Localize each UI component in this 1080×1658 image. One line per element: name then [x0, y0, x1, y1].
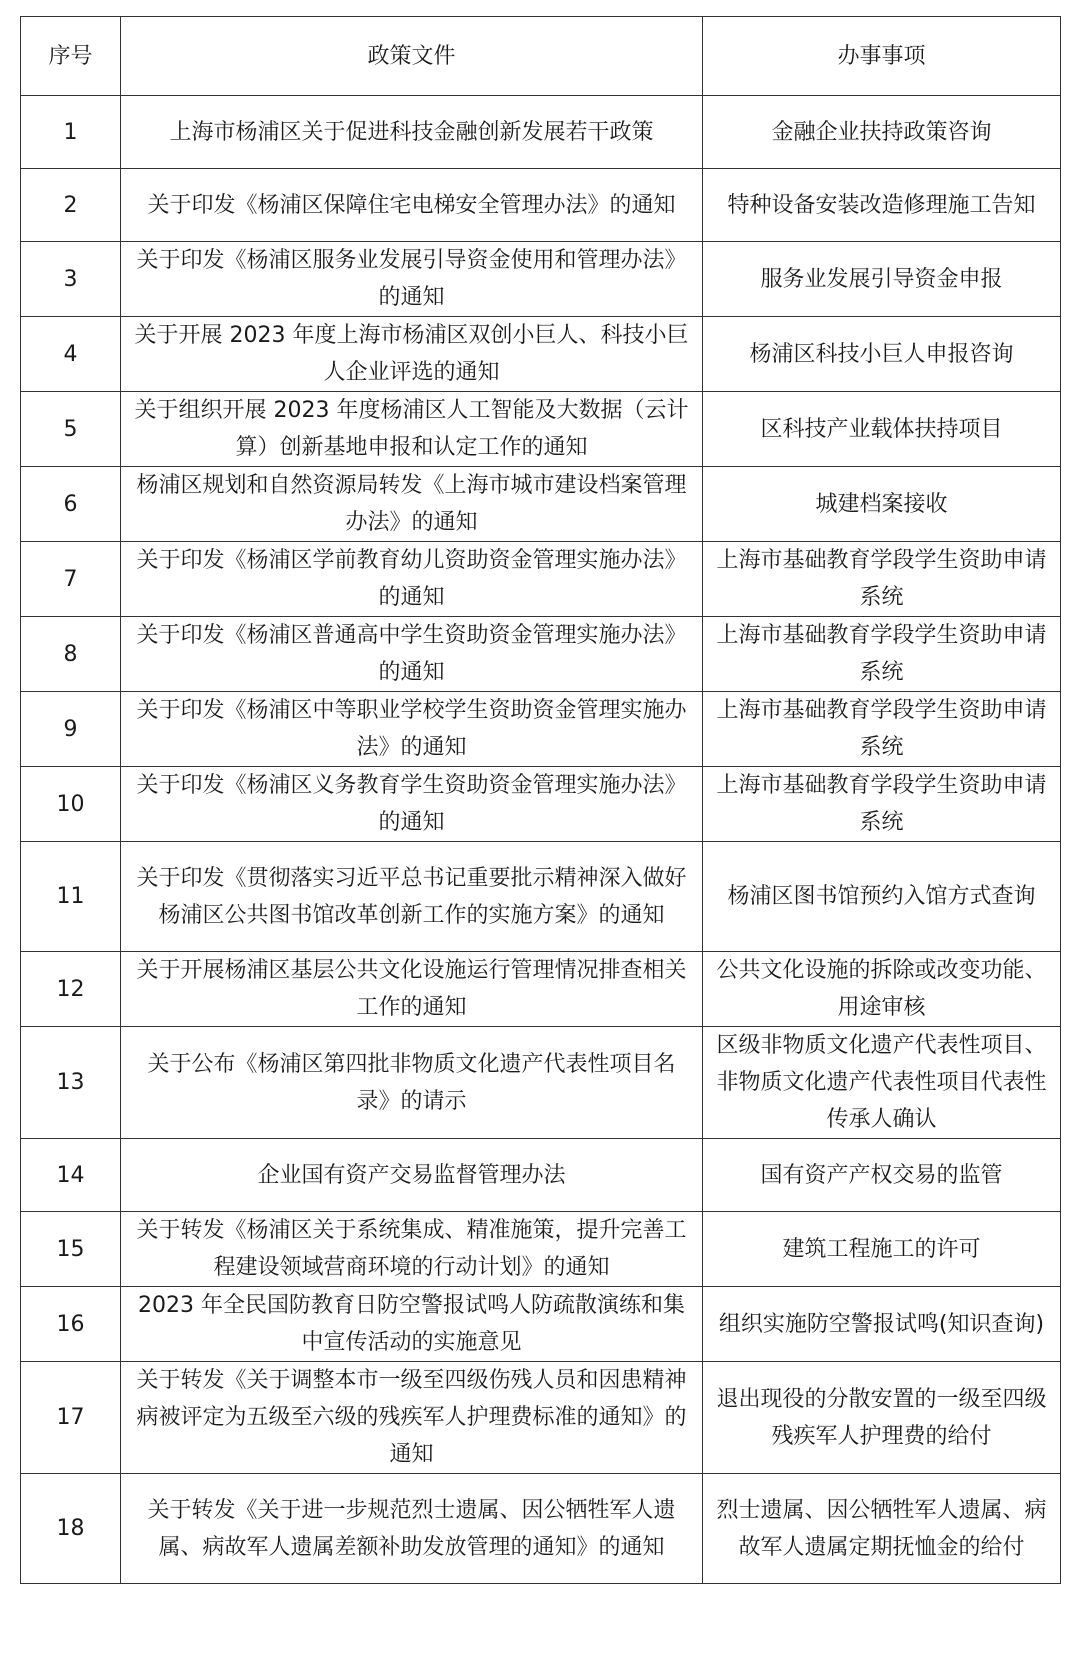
row-service-item: 组织实施防空警报试鸣(知识查询) [703, 1287, 1061, 1362]
row-service-item: 上海市基础教育学段学生资助申请系统 [703, 617, 1061, 692]
row-policy-document: 关于印发《贯彻落实习近平总书记重要批示精神深入做好杨浦区公共图书馆改革创新工作的实施方案》的通知 [121, 842, 703, 952]
row-number: 18 [21, 1474, 121, 1584]
table-row [21, 542, 1061, 617]
table-row [21, 467, 1061, 542]
table-row [21, 617, 1061, 692]
row-number: 13 [21, 1027, 121, 1139]
table-row [21, 317, 1061, 392]
row-service-item: 公共文化设施的拆除或改变功能、用途审核 [703, 952, 1061, 1027]
row-number: 7 [21, 542, 121, 617]
row-number: 3 [21, 242, 121, 317]
row-policy-document: 2023 年全民国防教育日防空警报试鸣人防疏散演练和集中宣传活动的实施意见 [121, 1287, 703, 1362]
row-number: 12 [21, 952, 121, 1027]
table-row [21, 1212, 1061, 1287]
row-number: 16 [21, 1287, 121, 1362]
row-number: 9 [21, 692, 121, 767]
row-service-item: 城建档案接收 [703, 467, 1061, 542]
row-service-item: 特种设备安装改造修理施工告知 [703, 169, 1061, 242]
row-policy-document: 杨浦区规划和自然资源局转发《上海市城市建设档案管理办法》的通知 [121, 467, 703, 542]
row-policy-document: 关于转发《关于调整本市一级至四级伤残人员和因患精神病被评定为五级至六级的残疾军人护理费标准的通知》的通知 [121, 1362, 703, 1474]
row-policy-document: 企业国有资产交易监督管理办法 [121, 1139, 703, 1212]
row-number: 2 [21, 169, 121, 242]
row-service-item: 退出现役的分散安置的一级至四级残疾军人护理费的给付 [703, 1362, 1061, 1474]
row-policy-document: 关于组织开展 2023 年度杨浦区人工智能及大数据（云计算）创新基地申报和认定工作的通知 [121, 392, 703, 467]
table-row [21, 1287, 1061, 1362]
header-service-item: 办事事项 [703, 17, 1061, 96]
row-policy-document: 关于转发《关于进一步规范烈士遗属、因公牺牲军人遗属、病故军人遗属差额补助发放管理的通知》的通知 [121, 1474, 703, 1584]
table-row [21, 1474, 1061, 1584]
table-row [21, 1139, 1061, 1212]
row-service-item: 服务业发展引导资金申报 [703, 242, 1061, 317]
row-number: 10 [21, 767, 121, 842]
row-policy-document: 关于印发《杨浦区保障住宅电梯安全管理办法》的通知 [121, 169, 703, 242]
row-number: 5 [21, 392, 121, 467]
policy-table-container [20, 16, 1060, 1584]
row-service-item: 杨浦区图书馆预约入馆方式查询 [703, 842, 1061, 952]
row-service-item: 国有资产产权交易的监管 [703, 1139, 1061, 1212]
row-policy-document: 上海市杨浦区关于促进科技金融创新发展若干政策 [121, 96, 703, 169]
row-service-item: 区科技产业载体扶持项目 [703, 392, 1061, 467]
table-row [21, 952, 1061, 1027]
row-number: 8 [21, 617, 121, 692]
table-header-row [21, 17, 1061, 96]
row-service-item: 区级非物质文化遗产代表性项目、非物质文化遗产代表性项目代表性传承人确认 [703, 1027, 1061, 1139]
table-row [21, 392, 1061, 467]
table-row [21, 242, 1061, 317]
table-row [21, 96, 1061, 169]
table-row [21, 169, 1061, 242]
table-row [21, 1027, 1061, 1139]
table-row [21, 692, 1061, 767]
row-number: 14 [21, 1139, 121, 1212]
row-number: 4 [21, 317, 121, 392]
row-policy-document: 关于公布《杨浦区第四批非物质文化遗产代表性项目名录》的请示 [121, 1027, 703, 1139]
row-number: 17 [21, 1362, 121, 1474]
table-row [21, 842, 1061, 952]
row-service-item: 上海市基础教育学段学生资助申请系统 [703, 767, 1061, 842]
table-row [21, 767, 1061, 842]
row-policy-document: 关于印发《杨浦区义务教育学生资助资金管理实施办法》的通知 [121, 767, 703, 842]
row-number: 1 [21, 96, 121, 169]
row-number: 6 [21, 467, 121, 542]
policy-table [20, 16, 1061, 1584]
row-policy-document: 关于开展 2023 年度上海市杨浦区双创小巨人、科技小巨人企业评选的通知 [121, 317, 703, 392]
row-policy-document: 关于印发《杨浦区中等职业学校学生资助资金管理实施办法》的通知 [121, 692, 703, 767]
row-policy-document: 关于转发《杨浦区关于系统集成、精准施策，提升完善工程建设领域营商环境的行动计划》的通知 [121, 1212, 703, 1287]
row-service-item: 金融企业扶持政策咨询 [703, 96, 1061, 169]
header-number: 序号 [21, 17, 121, 96]
row-policy-document: 关于印发《杨浦区普通高中学生资助资金管理实施办法》的通知 [121, 617, 703, 692]
row-policy-document: 关于开展杨浦区基层公共文化设施运行管理情况排查相关工作的通知 [121, 952, 703, 1027]
row-service-item: 上海市基础教育学段学生资助申请系统 [703, 542, 1061, 617]
row-service-item: 烈士遗属、因公牺牲军人遗属、病故军人遗属定期抚恤金的给付 [703, 1474, 1061, 1584]
row-service-item: 杨浦区科技小巨人申报咨询 [703, 317, 1061, 392]
row-policy-document: 关于印发《杨浦区服务业发展引导资金使用和管理办法》的通知 [121, 242, 703, 317]
table-row [21, 1362, 1061, 1474]
row-policy-document: 关于印发《杨浦区学前教育幼儿资助资金管理实施办法》的通知 [121, 542, 703, 617]
row-number: 15 [21, 1212, 121, 1287]
row-service-item: 建筑工程施工的许可 [703, 1212, 1061, 1287]
row-service-item: 上海市基础教育学段学生资助申请系统 [703, 692, 1061, 767]
row-number: 11 [21, 842, 121, 952]
header-policy-document: 政策文件 [121, 17, 703, 96]
